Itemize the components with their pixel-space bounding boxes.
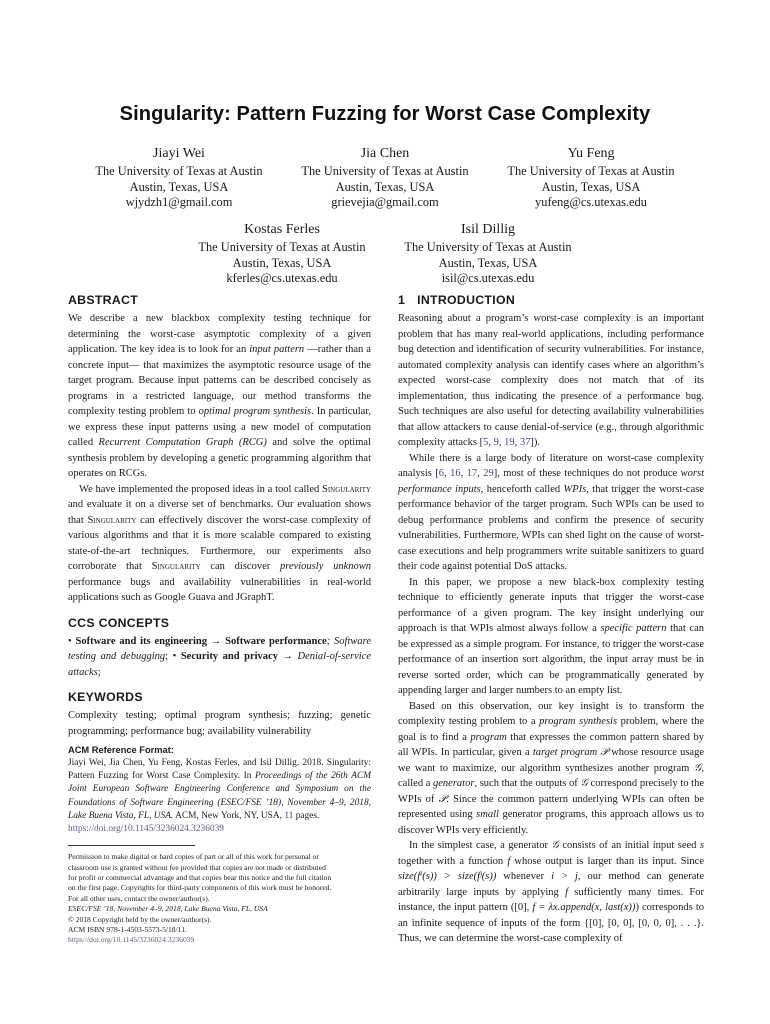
author-email: wjydzh1@gmail.com: [125, 195, 233, 210]
permission-doi-link[interactable]: https://doi.org/10.1145/3236024.3236039: [68, 935, 195, 945]
ccs-heading: CCS CONCEPTS: [68, 615, 170, 630]
abstract-paragraph: We have implemented the proposed ideas in a tool called Singularity and evaluate it on a diverse set of benchmarks. Our evaluation shows that Singularity can effectively discover the worst-case complexity of various algorithms and that it is more scalable compared to existing state-of-the-art techniques. Furthermore, our experiments also corroborate that Singularity can discover previously unknown performance bugs and availability vulnerabilities in real-world applications such as Google Guava and JGraphT.: [68, 483, 372, 603]
author-name: Kostas Ferles: [244, 222, 320, 237]
footnote-divider: [68, 845, 195, 846]
acm-reference-heading: ACM Reference Format:: [68, 745, 174, 755]
paper-title: Singularity: Pattern Fuzzing for Worst Case Complexity: [119, 103, 651, 125]
keywords-text: Complexity testing; optimal program synthesis; fuzzing; genetic programming; performance bug; availability vulnerability: [68, 710, 371, 737]
author-name: Isil Dillig: [460, 222, 516, 237]
ccs-concepts: • Software and its engineering → Software performance; Software testing and debugging; • Security and privacy → Denial-of-service attacks;: [68, 635, 371, 678]
author-location: Austin, Texas, USA: [335, 179, 435, 194]
author-location: Austin, Texas, USA: [232, 255, 332, 270]
author-location: Austin, Texas, USA: [129, 179, 229, 194]
author-affiliation: The University of Texas at Austin: [404, 240, 572, 254]
author-email: grievejia@gmail.com: [331, 195, 439, 210]
author-name: Jia Chen: [360, 146, 410, 161]
author-email: kferles@cs.utexas.edu: [226, 271, 338, 286]
abstract-paragraph: We describe a new blackbox complexity testing technique for determining the worst-case asymptotic complexity of a given application. The key idea is to look for an input pattern —rather than a concrete input— that maximizes the asymptotic resource usage of the target program. Because input patterns can be described concisely as programs in a restricted language, our method transforms the complexity testing problem to optimal program synthesis. In particular, we express these input patterns using a new model of computation called Recurrent Computation Graph (RCG) and solve the optimal synthesis problem by developing a genetic programming algorithm that operates on RCGs.: [68, 313, 371, 479]
author-block: [285, 145, 485, 211]
abstract-heading: ABSTRACT: [68, 293, 139, 307]
intro-paragraph: In this paper, we propose a new black-box complexity testing technique to efficiently generate inputs that trigger the worst-case performance of a given program. The key insight underlying our approach is that WPIs almost always follow a specific pattern that can be expressed as a simple program. For instance, to trigger the worst-case performance of an insertion sort algorithm, the input array must be in reverse sorted order, which can be programmatically generated by appending larger and larger numbers to an empty list.: [398, 576, 704, 696]
keywords-heading: KEYWORDS: [68, 690, 143, 704]
doi-link[interactable]: https://doi.org/10.1145/3236024.3236039: [68, 824, 224, 835]
right-column: [398, 292, 704, 947]
author-email: isil@cs.utexas.edu: [441, 271, 535, 286]
author-block: [79, 145, 279, 211]
author-name: Jiayi Wei: [153, 146, 205, 161]
intro-paragraph: While there is a large body of literature on worst-case complexity analysis [6, 16, 17, 29], most of these techniques do not produce worst performance inputs, henceforth called WPIs, that trigger the worst-case performance behavior of the target program. Such WPIs can be used to debug performance problems and confirm the presence of security vulnerabilities. Furthermore, WPIs can shed light on the cause of worst-case executions and help programmers write suitable sanitizers to guard their code against potential DoS attacks.: [398, 452, 705, 572]
author-block: [491, 145, 691, 211]
intro-paragraph: Reasoning about a program’s worst-case complexity is an important problem that has many real-world applications, including performance bug detection and identification of security vulnerabilities. For instance, automated complexity analysis can identify cases where an algorithm’s expected worst-case complexity does not match that of its implementation, thus indicating the presence of a performance bug. Such techniques are also useful for detecting availability vulnerabilities that allow attackers to cause denial-of-service (e.g., through algorithmic complexity attacks [5, 9, 19, 37]).: [398, 313, 704, 448]
author-affiliation: The University of Texas at Austin: [198, 240, 366, 254]
intro-paragraph: In the simplest case, a generator 𝒢 consists of an initial input seed s together with a function f whose output is larger than its input. Since size(fⁱ(s)) > size(fʲ(s)) whenever i > j, our method can generate arbitrarily large inputs by applying f sufficiently many times. For instance, the input pattern ([0], f = λx.append(x, last(x))) corresponds to an infinite sequence of inputs of the form {[0], [0, 0], [0, 0, 0], . . .}. Thus, we can determine the worst-case complexity of: [398, 840, 704, 944]
left-column: [68, 292, 371, 946]
author-affiliation: The University of Texas at Austin: [507, 164, 675, 178]
author-location: Austin, Texas, USA: [541, 179, 641, 194]
acm-reference: Jiayi Wei, Jia Chen, Yu Feng, Kostas Ferles, and Isil Dillig. 2018. Singularity: Pattern Fuzzing for Worst Case Complexity. In Proceedings of the 26th ACM Joint European Software Engineering Conference and Symposium on the Foundations of Software Engineering (ESEC/FSE ’18), November 4–9, 2018, Lake Buena Vista, FL, USA. ACM, New York, NY, USA, 11 pages. https://doi.org/10.1145/3236024.3236039: [68, 758, 372, 835]
author-affiliation: The University of Texas at Austin: [95, 164, 263, 178]
permission-notice: Permission to make digital or hard copies of part or all of this work for personal or classroom use is granted without fee provided that copies are not made or distributed for profit or commercial advantage and that copies bear this notice and the full citation on the first page. Copyrights for third-party components of this work must be honored. For all other uses, contact the owner/author(s). ESEC/FSE ’18, November 4–9, 2018, Lake Buena Vista, FL, USA © 2018 Copyright held by the owner/author(s). ACM ISBN 978-1-4503-5573-5/18/11. https://doi.org/10.1145/3236024.3236039: [68, 852, 371, 946]
author-name: Yu Feng: [567, 146, 615, 161]
author-block: [182, 221, 382, 287]
introduction-heading: 1 INTRODUCTION: [398, 293, 516, 307]
author-affiliation: The University of Texas at Austin: [301, 164, 469, 178]
author-block: [388, 221, 588, 287]
author-email: yufeng@cs.utexas.edu: [535, 195, 647, 210]
intro-paragraph: Based on this observation, our key insight is to transform the complexity testing problem to a program synthesis problem, where the goal is to find a program that expresses the common pattern shared by all WPIs. In particular, given a target program 𝒫 whose resource usage we want to maximize, our algorithm synthesizes another program 𝒢, called a generator, such that the outputs of 𝒢 correspond precisely to the WPIs of 𝒫. Since the common pattern underlying WPIs can often be represented using small generator programs, this approach allows us to discover WPIs very efficiently.: [398, 700, 704, 836]
author-location: Austin, Texas, USA: [438, 255, 538, 270]
